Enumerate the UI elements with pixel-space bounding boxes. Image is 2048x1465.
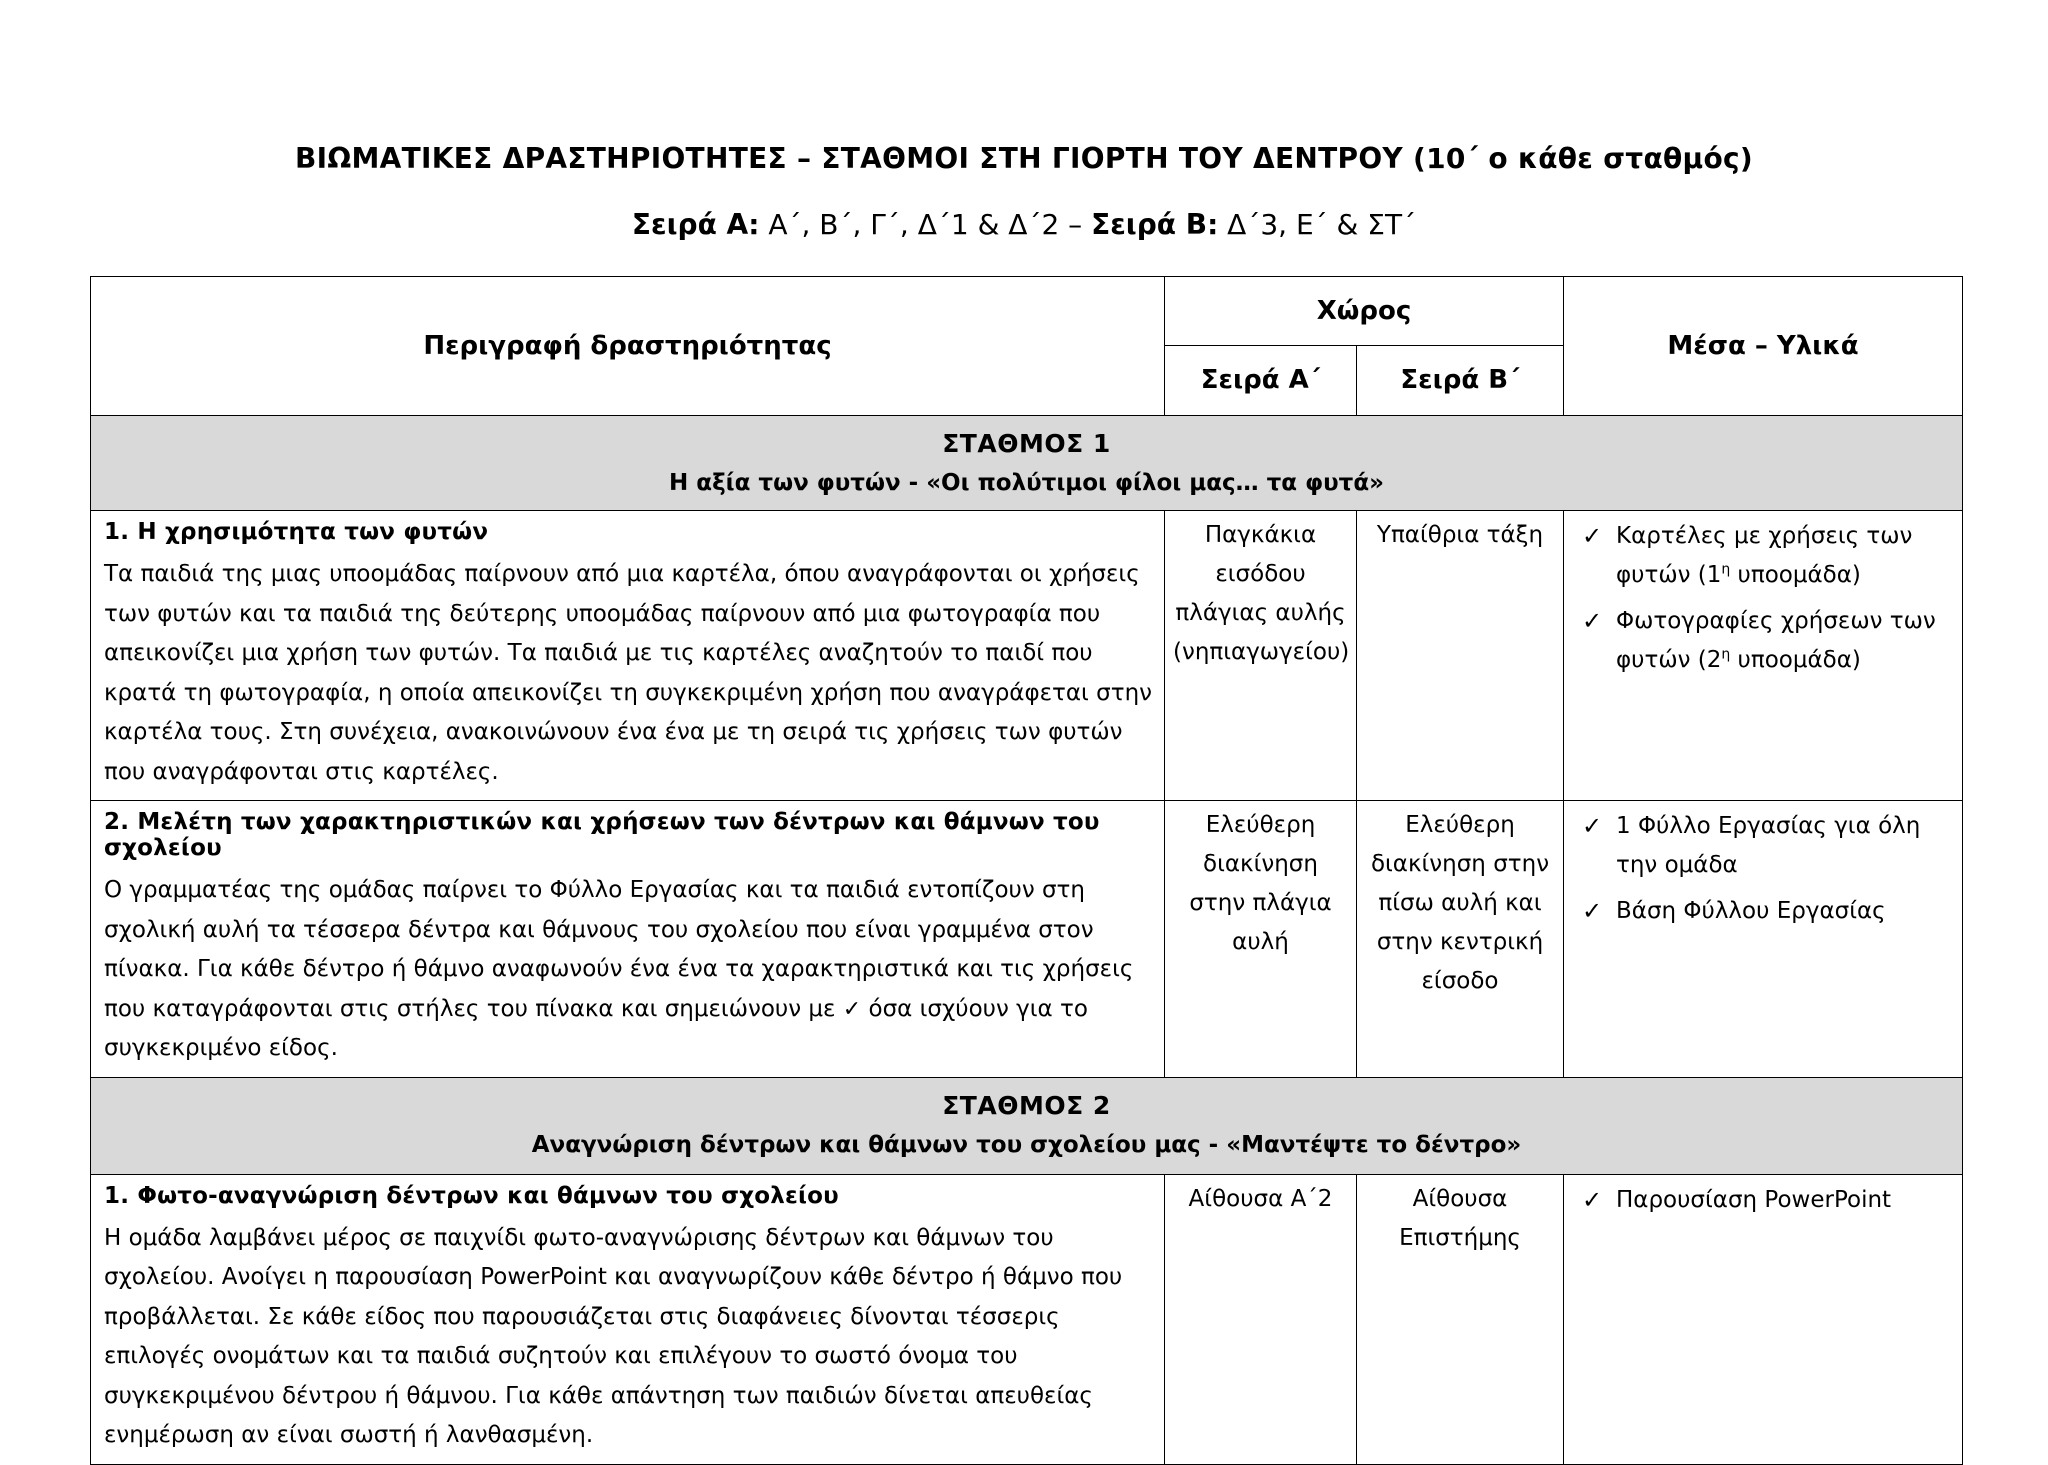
material-text: 1 Φύλλο Εργασίας για όλη την ομάδα	[1616, 813, 1921, 878]
activity-description	[91, 511, 1165, 801]
page-subtitle	[0, 208, 2048, 241]
activity-title: 1. Φωτο-αναγνώριση δέντρων και θάμνων του σχολείου	[104, 1182, 839, 1209]
materials-cell	[1564, 801, 1963, 1078]
column-header-series-b: Σειρά Β΄	[1357, 345, 1564, 415]
place-series-b: Ελεύθερη διακίνηση στην πίσω αυλή και στην κεντρική είσοδο	[1357, 801, 1564, 1078]
activity-text: Η ομάδα λαμβάνει μέρος σε παιχνίδι φωτο-αναγνώρισης δέντρων και θάμνων του σχολείου. Ανοίγει η παρουσίαση PowerPoint και αναγνωρίζουν κάθε δέντρο ή θάμνο που προβάλλεται. Σε κάθε είδος που παρουσιάζεται στις διαφάνειες δίνονται τέσσερις επιλογές ονομάτων και τα παιδιά συζητούν και επιλέγουν το σωστό όνομα του συγκεκριμένου δέντρου ή θάμνου. Για κάθε απάντηση των παιδιών δίνεται απευθείας ενημέρωση αν είναι σωστή ή λανθασμένη.	[104, 1224, 1123, 1448]
column-header-series-a: Σειρά Α΄	[1165, 345, 1357, 415]
station-name: ΣΤΑΘΜΟΣ 2	[942, 1091, 1111, 1120]
column-header-description: Περιγραφή δραστηριότητας	[91, 277, 1165, 416]
column-header-materials: Μέσα – Υλικά	[1564, 277, 1963, 416]
materials-list	[1582, 807, 1954, 931]
activity-title: 2. Μελέτη των χαρακτηριστικών και χρήσεων των δέντρων και θάμνων του σχολείου	[104, 809, 1100, 861]
activity-description	[91, 1174, 1165, 1464]
activity-text: Ο γραμματέας της ομάδας παίρνει το Φύλλο Εργασίας και τα παιδιά εντοπίζουν στη σχολική αυλή τα τέσσερα δέντρα και θάμνους του σχολείου που είναι γραμμένα στον πίνακα. Για κάθε δέντρο ή θάμνο αναφωνούν ένα ένα τα χαρακτηριστικά και τις χρήσεις που καταγράφονται στις στήλες του πίνακα και σημειώνουν με ✓ όσα ισχύουν για το συγκεκριμένο είδος.	[104, 877, 1134, 1061]
materials-cell	[1564, 511, 1963, 801]
check-icon: ✓	[842, 996, 862, 1022]
list-item	[1582, 602, 1954, 680]
station-row	[91, 1077, 1963, 1174]
activity-title: 1. Η χρησιμότητα των φυτών	[104, 519, 489, 545]
list-item	[1582, 517, 1954, 595]
list-item	[1582, 1181, 1954, 1220]
column-header-place: Χώρος	[1165, 277, 1564, 346]
activity-description	[91, 801, 1165, 1078]
series-b-classes: Δ΄3, Ε΄ & ΣΤ΄	[1218, 208, 1417, 241]
station-header	[91, 416, 1963, 511]
page-title: ΒΙΩΜΑΤΙΚΕΣ ΔΡΑΣΤΗΡΙΟΤΗΤΕΣ – ΣΤΑΘΜΟΙ ΣΤΗ ΓΙΟΡΤΗ ΤΟΥ ΔΕΝΤΡΟΥ (10΄ ο κάθε σταθμός)	[294, 142, 1753, 175]
place-series-b: Υπαίθρια τάξη	[1357, 511, 1564, 801]
station-subtitle: Η αξία των φυτών - «Οι πολύτιμοι φίλοι μας… τα φυτά»	[669, 469, 1384, 496]
station-header	[91, 1077, 1963, 1174]
activity-row	[91, 511, 1963, 801]
activity-row	[91, 801, 1963, 1078]
check-icon: ✓	[1582, 607, 1603, 635]
series-b-label: Σειρά Β:	[1091, 208, 1219, 241]
materials-cell	[1564, 1174, 1963, 1464]
material-text: Φωτογραφίες χρήσεων των φυτών ($2^\eta$ υποομάδα)	[1616, 608, 1936, 673]
activity-row	[91, 1174, 1963, 1464]
place-series-a: Ελεύθερη διακίνηση στην πλάγια αυλή	[1165, 801, 1357, 1078]
place-series-a: Αίθουσα Α΄2	[1165, 1174, 1357, 1464]
check-icon: ✓	[1582, 522, 1603, 550]
series-a-classes: Α΄, Β΄, Γ΄, Δ΄1 & Δ΄2 –	[759, 208, 1092, 241]
list-item	[1582, 892, 1954, 931]
materials-list	[1582, 517, 1954, 680]
check-icon: ✓	[1582, 897, 1603, 925]
station-subtitle: Αναγνώριση δέντρων και θάμνων του σχολείου μας - «Μαντέψτε το δέντρο»	[531, 1132, 1522, 1158]
material-text: Καρτέλες με χρήσεις των φυτών ($1^\eta$ υποομάδα)	[1616, 523, 1913, 588]
material-text: Βάση Φύλλου Εργασίας	[1616, 898, 1886, 924]
place-series-a: Παγκάκια εισόδου πλάγιας αυλής (νηπιαγωγείου)	[1165, 511, 1357, 801]
activities-table	[90, 276, 1963, 1465]
place-series-b: Αίθουσα Επιστήμης	[1357, 1174, 1564, 1464]
material-text: Παρουσίαση PowerPoint	[1616, 1186, 1892, 1213]
table-header-row	[91, 277, 1963, 346]
station-row	[91, 416, 1963, 511]
activity-text: Τα παιδιά της μιας υποομάδας παίρνουν από μια καρτέλα, όπου αναγράφονται οι χρήσεις των φυτών και τα παιδιά της δεύτερης υποομάδας παίρνουν από μια φωτογραφία που απεικονίζει μια χρήση των φυτών. Τα παιδιά με τις καρτέλες αναζητούν το παιδί που κρατά τη φωτογραφία, η οποία απεικονίζει τη συγκεκριμένη χρήση που αναγράφεται στην καρτέλα τους. Στη συνέχεια, ανακοινώνουν ένα ένα με τη σειρά τις χρήσεις των φυτών που αναγράφονται στις καρτέλες.	[104, 561, 1153, 785]
station-name: ΣΤΑΘΜΟΣ 1	[942, 428, 1111, 458]
list-item	[1582, 807, 1954, 885]
materials-list	[1582, 1181, 1954, 1220]
check-icon: ✓	[1582, 1185, 1603, 1214]
series-a-label: Σειρά Α:	[631, 208, 760, 241]
check-icon: ✓	[1582, 812, 1603, 840]
